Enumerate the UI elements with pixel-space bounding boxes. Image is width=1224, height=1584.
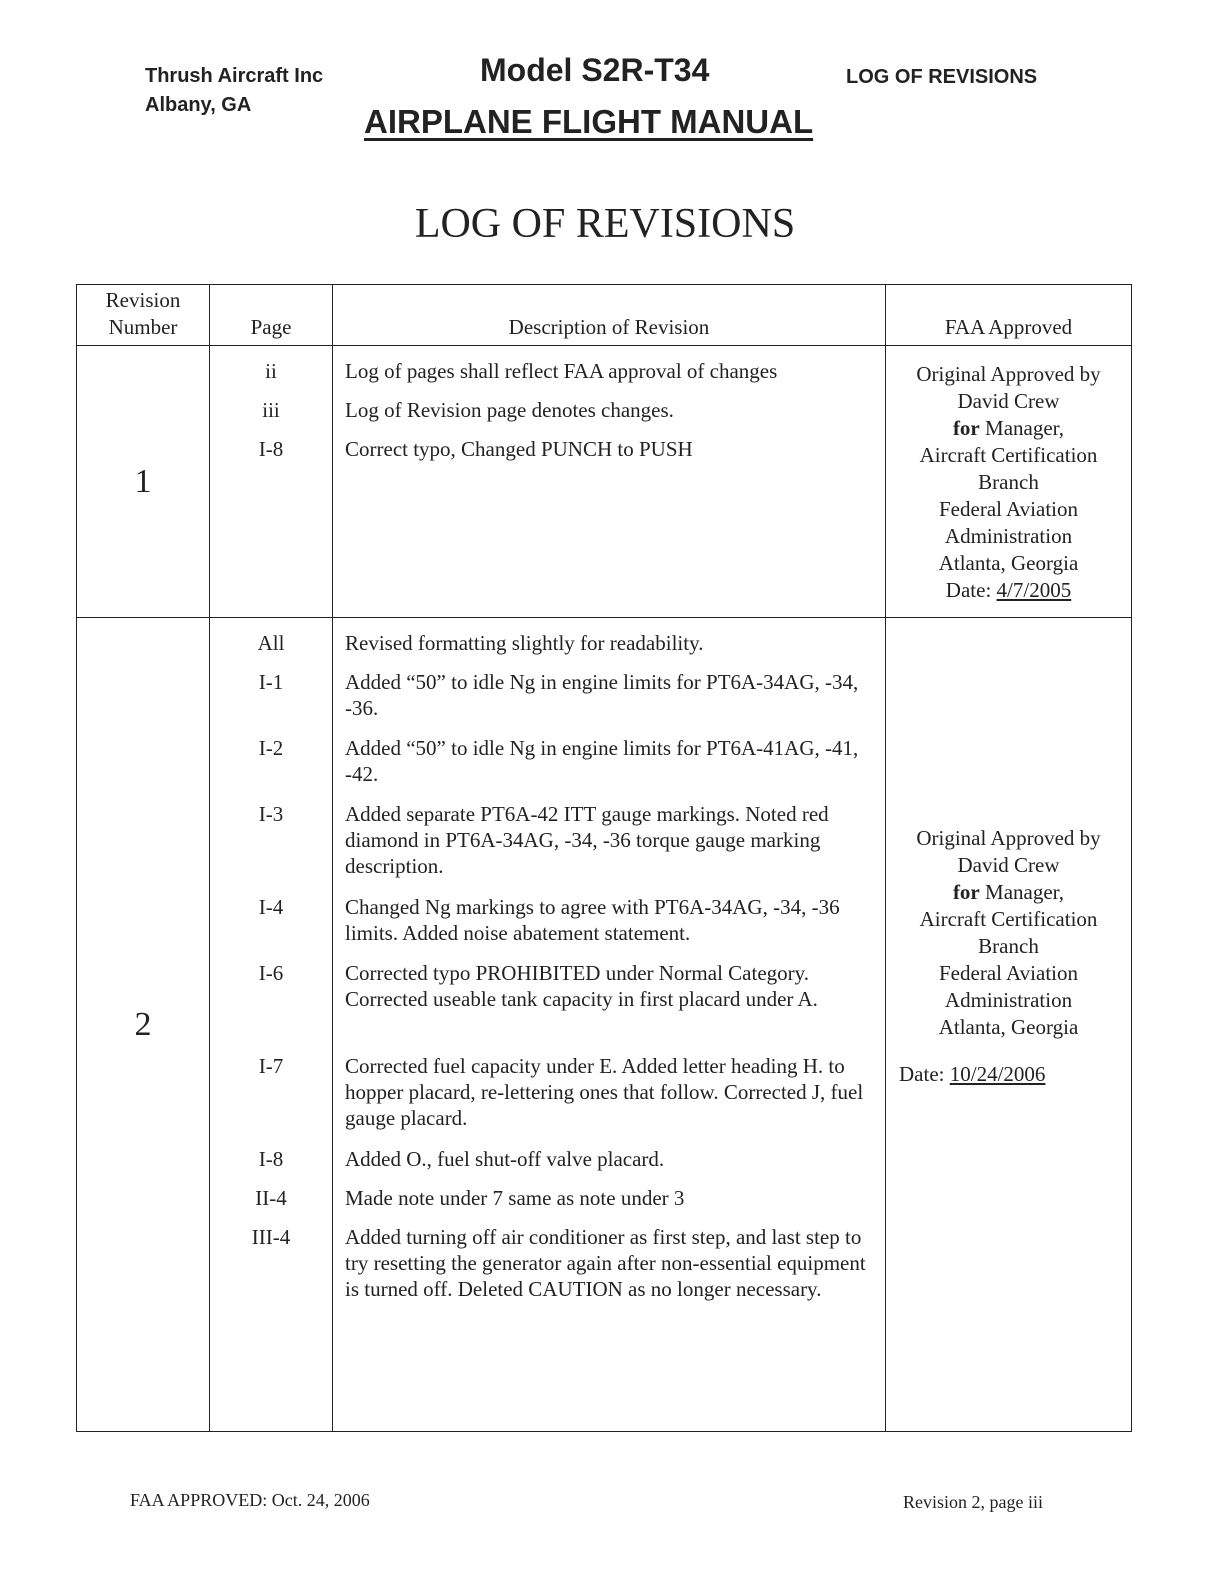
approval-line xyxy=(887,879,1130,906)
date-value: 10/24/2006 xyxy=(949,1062,1046,1086)
description-text: Log of Revision page denotes changes. xyxy=(345,398,674,422)
page-ref: I-2 xyxy=(258,736,284,760)
table-row xyxy=(77,618,1132,1432)
footer-page-ref: Revision 2, page iii xyxy=(903,1492,1043,1512)
approval-line: Original Approved by xyxy=(916,826,1101,850)
model-title: Model S2R-T34 xyxy=(480,52,710,88)
approval-line: Original Approved by xyxy=(916,362,1101,386)
approval-line: Branch xyxy=(978,934,1039,958)
description-text: Added turning off air conditioner as first step, and last step to try resetting the generator again after non-essential equipment is turned off. Deleted CAUTION as no longer necessary. xyxy=(345,1225,866,1301)
description-text: Added separate PT6A-42 ITT gauge markings. Noted red diamond in PT6A-34AG, -34, -36 torque gauge marking description. xyxy=(345,802,829,878)
company-name xyxy=(145,62,323,120)
description-text: Changed Ng markings to agree with PT6A-34AG, -34, -36 limits. Added noise abatement statement. xyxy=(345,895,840,945)
date-value: 4/7/2005 xyxy=(996,578,1072,602)
page-ref: iii xyxy=(262,398,280,422)
description-text: Log of pages shall reflect FAA approval of changes xyxy=(345,359,778,383)
page-ref: I-3 xyxy=(258,802,284,826)
page-ref: I-8 xyxy=(258,1147,284,1171)
page-title: LOG OF REVISIONS xyxy=(414,201,796,247)
approval-date xyxy=(887,577,1130,604)
description-cell xyxy=(333,618,886,1432)
approval-for: for xyxy=(952,880,980,904)
approval-cell xyxy=(886,618,1132,1432)
page-ref: II-4 xyxy=(255,1186,287,1210)
header-revision-line2: Number xyxy=(108,315,178,339)
page-ref: III-4 xyxy=(251,1225,291,1249)
approval-for: for xyxy=(952,416,980,440)
table-row xyxy=(77,346,1132,618)
description-text: Corrected fuel capacity under E. Added letter heading H. to hopper placard, re-lettering ones that follow. Corrected J, fuel gauge placard. xyxy=(345,1054,864,1130)
date-label: Date: xyxy=(899,1062,945,1086)
approval-line: Federal Aviation xyxy=(939,961,1078,985)
approval-line: Administration xyxy=(944,988,1073,1012)
approval-cell xyxy=(886,346,1132,618)
approval-manager: Manager, xyxy=(985,880,1065,904)
page-ref: I-4 xyxy=(258,895,284,919)
page-cell xyxy=(210,618,333,1432)
description-cell xyxy=(333,346,886,618)
page-ref: I-6 xyxy=(258,961,284,985)
header-revision-line1: Revision xyxy=(105,288,181,312)
date-label: Date: xyxy=(945,578,992,602)
revisions-table xyxy=(76,284,1132,1407)
approval-line: Atlanta, Georgia xyxy=(938,1015,1079,1039)
description-text: Added “50” to idle Ng in engine limits for PT6A-34AG, -34, -36. xyxy=(345,670,859,720)
page-ref: ii xyxy=(265,359,277,383)
page-ref: I-7 xyxy=(258,1054,284,1078)
page-ref: I-8 xyxy=(258,437,284,461)
section-label: LOG OF REVISIONS xyxy=(846,66,1038,88)
approval-manager: Manager, xyxy=(985,416,1065,440)
description-text: Correct typo, Changed PUNCH to PUSH xyxy=(345,437,693,461)
approval-line: Administration xyxy=(944,524,1073,548)
approval-line: David Crew xyxy=(957,853,1060,877)
approval-line: Federal Aviation xyxy=(939,497,1078,521)
approval-line: Aircraft Certification xyxy=(919,443,1098,467)
approval-date xyxy=(887,1061,1130,1088)
description-text: Made note under 7 same as note under 3 xyxy=(345,1186,685,1210)
header-description: Description of Revision xyxy=(333,285,886,346)
company-line-1: Thrush Aircraft Inc xyxy=(145,65,324,87)
approval-line: Aircraft Certification xyxy=(919,907,1098,931)
description-text: Added “50” to idle Ng in engine limits for PT6A-41AG, -41, -42. xyxy=(345,736,859,786)
approval-line: Branch xyxy=(978,470,1039,494)
footer-approval: FAA APPROVED: Oct. 24, 2006 xyxy=(130,1490,370,1510)
header-faa-approved: FAA Approved xyxy=(886,285,1132,346)
table-header-row xyxy=(77,285,1132,346)
approval-line: Atlanta, Georgia xyxy=(938,551,1079,575)
revision-number: 2 xyxy=(77,618,210,1432)
page-ref: I-1 xyxy=(258,670,284,694)
approval-line xyxy=(887,415,1130,442)
approval-block xyxy=(887,619,1130,1088)
revision-number: 1 xyxy=(77,346,210,618)
approval-block xyxy=(887,347,1130,604)
description-text: Corrected typo PROHIBITED under Normal Category. Corrected useable tank capacity in first placard under A. xyxy=(345,961,818,1011)
header-revision-number xyxy=(77,285,210,346)
description-text: Added O., fuel shut-off valve placard. xyxy=(345,1147,665,1171)
approval-line: David Crew xyxy=(957,389,1060,413)
manual-title: AIRPLANE FLIGHT MANUAL xyxy=(364,103,814,140)
description-text: Revised formatting slightly for readability. xyxy=(345,631,704,655)
page-ref: All xyxy=(257,631,285,655)
page-cell xyxy=(210,346,333,618)
header-page: Page xyxy=(210,285,333,346)
company-line-2: Albany, GA xyxy=(145,94,252,116)
